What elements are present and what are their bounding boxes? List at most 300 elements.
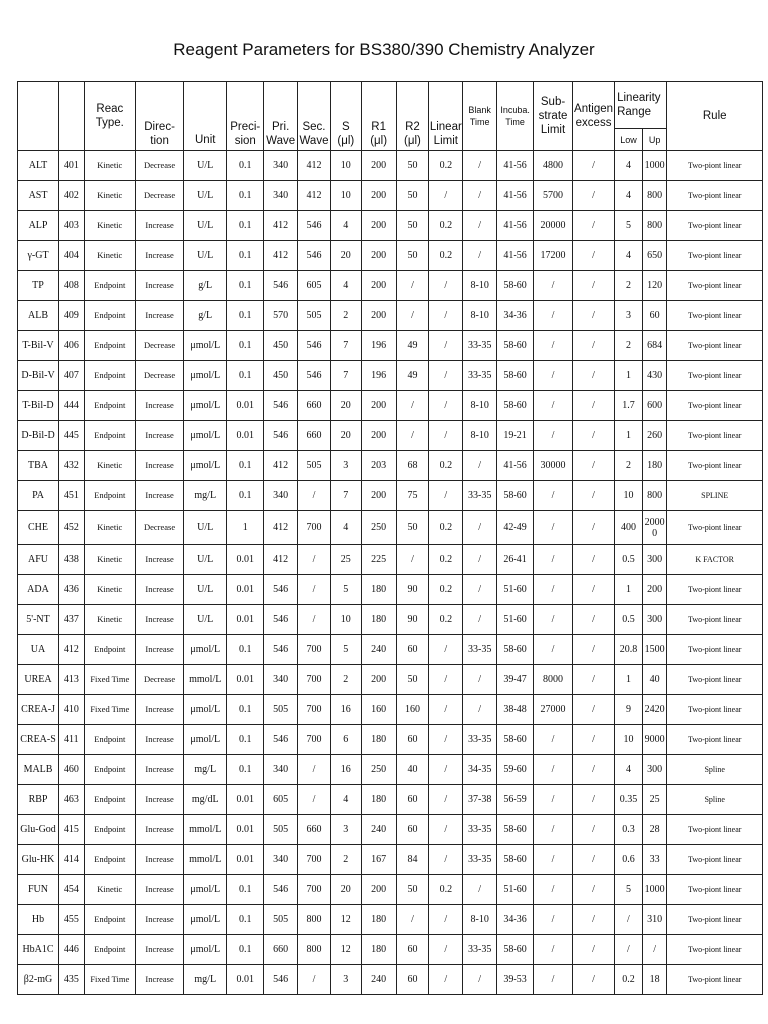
cell-incuba-time: 41-56 [497, 151, 534, 181]
header-r2: R2 (μl) [396, 82, 429, 151]
cell-substrate-limit: / [534, 545, 573, 575]
cell-blank-time: / [463, 545, 497, 575]
cell-name: CREA-S [18, 725, 59, 755]
cell-direction: Decrease [135, 331, 183, 361]
cell-linear-limit: / [429, 301, 463, 331]
cell-pri-wave: 546 [264, 875, 298, 905]
cell-code: 446 [59, 935, 85, 965]
cell-sec-wave: 800 [298, 905, 331, 935]
cell-blank-time: / [463, 575, 497, 605]
cell-linear-limit: 0.2 [429, 875, 463, 905]
cell-code: 402 [59, 181, 85, 211]
cell-reac-type: Kinetic [84, 575, 135, 605]
cell-r1: 180 [361, 785, 396, 815]
cell-antigen-excess: / [573, 665, 615, 695]
cell-precision: 0.1 [227, 241, 264, 271]
cell-linear-limit: 0.2 [429, 151, 463, 181]
cell-unit: U/L [184, 211, 227, 241]
cell-blank-time: 33-35 [463, 725, 497, 755]
cell-incuba-time: 58-60 [497, 271, 534, 301]
cell-code: 413 [59, 665, 85, 695]
cell-direction: Increase [135, 391, 183, 421]
header-name [18, 82, 59, 151]
cell-reac-type: Kinetic [84, 151, 135, 181]
cell-r1: 180 [361, 575, 396, 605]
cell-unit: U/L [184, 241, 227, 271]
cell-low: 1 [615, 361, 643, 391]
cell-pri-wave: 340 [264, 151, 298, 181]
cell-substrate-limit: 17200 [534, 241, 573, 271]
cell-reac-type: Endpoint [84, 271, 135, 301]
cell-rule: SPLINE [667, 481, 763, 511]
cell-name: Hb [18, 905, 59, 935]
cell-code: 436 [59, 575, 85, 605]
cell-pri-wave: 570 [264, 301, 298, 331]
cell-s: 3 [330, 965, 361, 995]
cell-blank-time: / [463, 511, 497, 545]
cell-direction: Decrease [135, 361, 183, 391]
cell-name: D-Bil-V [18, 361, 59, 391]
cell-r1: 196 [361, 361, 396, 391]
cell-antigen-excess: / [573, 451, 615, 481]
cell-linear-limit: 0.2 [429, 605, 463, 635]
cell-r1: 240 [361, 635, 396, 665]
cell-low: 2 [615, 451, 643, 481]
cell-blank-time: 8-10 [463, 301, 497, 331]
cell-rule: Two-piont linear [667, 665, 763, 695]
cell-incuba-time: 34-36 [497, 301, 534, 331]
cell-precision: 0.01 [227, 575, 264, 605]
cell-blank-time: / [463, 151, 497, 181]
cell-substrate-limit: / [534, 785, 573, 815]
cell-r2: 50 [396, 511, 429, 545]
table-row [18, 421, 763, 451]
cell-low: 0.5 [615, 605, 643, 635]
cell-s: 2 [330, 845, 361, 875]
cell-name: TBA [18, 451, 59, 481]
cell-incuba-time: 41-56 [497, 451, 534, 481]
cell-sec-wave: / [298, 785, 331, 815]
table-row [18, 545, 763, 575]
cell-low: 0.3 [615, 815, 643, 845]
cell-antigen-excess: / [573, 361, 615, 391]
cell-direction: Increase [135, 605, 183, 635]
cell-reac-type: Kinetic [84, 511, 135, 545]
cell-substrate-limit: / [534, 271, 573, 301]
table-row [18, 575, 763, 605]
cell-pri-wave: 450 [264, 331, 298, 361]
cell-precision: 0.1 [227, 755, 264, 785]
cell-r2: / [396, 271, 429, 301]
table-row [18, 875, 763, 905]
cell-linear-limit: / [429, 785, 463, 815]
cell-r1: 180 [361, 605, 396, 635]
cell-reac-type: Kinetic [84, 211, 135, 241]
cell-up: 800 [642, 181, 667, 211]
cell-low: 4 [615, 151, 643, 181]
cell-up: 300 [642, 605, 667, 635]
cell-name: FUN [18, 875, 59, 905]
cell-pri-wave: 660 [264, 935, 298, 965]
cell-pri-wave: 412 [264, 545, 298, 575]
cell-direction: Increase [135, 575, 183, 605]
cell-incuba-time: 51-60 [497, 875, 534, 905]
cell-s: 16 [330, 695, 361, 725]
table-row [18, 935, 763, 965]
cell-linear-limit: 0.2 [429, 545, 463, 575]
cell-antigen-excess: / [573, 391, 615, 421]
cell-reac-type: Endpoint [84, 481, 135, 511]
cell-incuba-time: 51-60 [497, 605, 534, 635]
cell-antigen-excess: / [573, 511, 615, 545]
cell-r2: / [396, 391, 429, 421]
cell-name: T-Bil-D [18, 391, 59, 421]
cell-pri-wave: 340 [264, 181, 298, 211]
cell-r1: 200 [361, 181, 396, 211]
table-row [18, 481, 763, 511]
cell-sec-wave: 412 [298, 151, 331, 181]
cell-up: 800 [642, 211, 667, 241]
cell-rule: Two-piont linear [667, 905, 763, 935]
cell-precision: 0.1 [227, 151, 264, 181]
cell-pri-wave: 340 [264, 481, 298, 511]
cell-substrate-limit: 4800 [534, 151, 573, 181]
cell-s: 2 [330, 665, 361, 695]
cell-direction: Increase [135, 271, 183, 301]
cell-code: 435 [59, 965, 85, 995]
cell-s: 12 [330, 935, 361, 965]
cell-pri-wave: 505 [264, 695, 298, 725]
cell-unit: U/L [184, 511, 227, 545]
cell-s: 20 [330, 421, 361, 451]
cell-rule: Two-piont linear [667, 575, 763, 605]
cell-precision: 0.1 [227, 181, 264, 211]
header-rule: Rule [667, 82, 763, 151]
cell-unit: U/L [184, 181, 227, 211]
cell-low: 4 [615, 755, 643, 785]
cell-code: 406 [59, 331, 85, 361]
cell-incuba-time: 39-47 [497, 665, 534, 695]
cell-r1: 250 [361, 511, 396, 545]
cell-antigen-excess: / [573, 421, 615, 451]
cell-antigen-excess: / [573, 301, 615, 331]
cell-pri-wave: 505 [264, 815, 298, 845]
cell-blank-time: 33-35 [463, 361, 497, 391]
cell-up: 1000 [642, 875, 667, 905]
cell-direction: Increase [135, 845, 183, 875]
cell-rule: Two-piont linear [667, 451, 763, 481]
cell-s: 2 [330, 301, 361, 331]
cell-name: HbA1C [18, 935, 59, 965]
cell-reac-type: Endpoint [84, 331, 135, 361]
cell-reac-type: Endpoint [84, 755, 135, 785]
cell-up: 1500 [642, 635, 667, 665]
cell-name: CREA-J [18, 695, 59, 725]
cell-code: 411 [59, 725, 85, 755]
cell-rule: Two-piont linear [667, 151, 763, 181]
cell-r1: 196 [361, 331, 396, 361]
cell-unit: μmol/L [184, 421, 227, 451]
cell-linear-limit: / [429, 695, 463, 725]
cell-linear-limit: 0.2 [429, 211, 463, 241]
cell-unit: μmol/L [184, 451, 227, 481]
cell-blank-time: / [463, 965, 497, 995]
cell-substrate-limit: / [534, 421, 573, 451]
cell-linear-limit: / [429, 935, 463, 965]
cell-antigen-excess: / [573, 545, 615, 575]
cell-substrate-limit: 30000 [534, 451, 573, 481]
cell-s: 12 [330, 905, 361, 935]
cell-direction: Increase [135, 965, 183, 995]
cell-low: 0.6 [615, 845, 643, 875]
cell-unit: U/L [184, 545, 227, 575]
header-low: Low [615, 129, 643, 151]
cell-up: 40 [642, 665, 667, 695]
cell-rule: Two-piont linear [667, 181, 763, 211]
cell-precision: 0.1 [227, 271, 264, 301]
cell-linear-limit: / [429, 755, 463, 785]
cell-up: 200 [642, 575, 667, 605]
cell-reac-type: Endpoint [84, 785, 135, 815]
cell-rule: Two-piont linear [667, 271, 763, 301]
cell-substrate-limit: / [534, 301, 573, 331]
cell-reac-type: Endpoint [84, 905, 135, 935]
cell-direction: Decrease [135, 511, 183, 545]
cell-substrate-limit: 27000 [534, 695, 573, 725]
cell-unit: μmol/L [184, 935, 227, 965]
cell-code: 438 [59, 545, 85, 575]
cell-pri-wave: 340 [264, 755, 298, 785]
cell-unit: mg/dL [184, 785, 227, 815]
cell-s: 7 [330, 331, 361, 361]
cell-r2: 68 [396, 451, 429, 481]
cell-r1: 200 [361, 421, 396, 451]
cell-linear-limit: / [429, 391, 463, 421]
cell-s: 3 [330, 451, 361, 481]
cell-blank-time: 33-35 [463, 331, 497, 361]
cell-low: 10 [615, 481, 643, 511]
cell-sec-wave: 605 [298, 271, 331, 301]
cell-sec-wave: 700 [298, 511, 331, 545]
cell-sec-wave: 412 [298, 181, 331, 211]
cell-linear-limit: 0.2 [429, 511, 463, 545]
cell-antigen-excess: / [573, 331, 615, 361]
cell-direction: Increase [135, 725, 183, 755]
cell-rule: Spline [667, 755, 763, 785]
cell-pri-wave: 412 [264, 241, 298, 271]
table-row [18, 725, 763, 755]
cell-antigen-excess: / [573, 815, 615, 845]
header-precision: Preci- sion [227, 82, 264, 151]
cell-name: Glu-HK [18, 845, 59, 875]
cell-precision: 0.1 [227, 331, 264, 361]
cell-low: 2 [615, 331, 643, 361]
cell-up: 60 [642, 301, 667, 331]
cell-sec-wave: / [298, 481, 331, 511]
cell-reac-type: Endpoint [84, 635, 135, 665]
cell-code: 451 [59, 481, 85, 511]
cell-antigen-excess: / [573, 725, 615, 755]
cell-antigen-excess: / [573, 935, 615, 965]
cell-r2: 75 [396, 481, 429, 511]
cell-blank-time: 34-35 [463, 755, 497, 785]
cell-reac-type: Endpoint [84, 725, 135, 755]
cell-sec-wave: 700 [298, 635, 331, 665]
cell-reac-type: Endpoint [84, 845, 135, 875]
cell-direction: Decrease [135, 181, 183, 211]
cell-unit: μmol/L [184, 391, 227, 421]
cell-r1: 180 [361, 905, 396, 935]
cell-sec-wave: 546 [298, 361, 331, 391]
cell-rule: K FACTOR [667, 545, 763, 575]
cell-precision: 0.1 [227, 211, 264, 241]
cell-blank-time: / [463, 605, 497, 635]
table-row [18, 331, 763, 361]
cell-reac-type: Endpoint [84, 421, 135, 451]
cell-substrate-limit: / [534, 815, 573, 845]
cell-blank-time: 8-10 [463, 905, 497, 935]
cell-r2: 50 [396, 181, 429, 211]
cell-blank-time: 33-35 [463, 635, 497, 665]
cell-name: ALP [18, 211, 59, 241]
cell-substrate-limit: / [534, 605, 573, 635]
cell-name: ALT [18, 151, 59, 181]
cell-precision: 0.1 [227, 635, 264, 665]
cell-r2: 40 [396, 755, 429, 785]
cell-blank-time: 33-35 [463, 845, 497, 875]
cell-s: 3 [330, 815, 361, 845]
cell-unit: μmol/L [184, 875, 227, 905]
cell-pri-wave: 546 [264, 391, 298, 421]
cell-direction: Increase [135, 241, 183, 271]
cell-up: 300 [642, 545, 667, 575]
cell-sec-wave: / [298, 545, 331, 575]
table-row [18, 785, 763, 815]
cell-precision: 0.01 [227, 815, 264, 845]
cell-sec-wave: 800 [298, 935, 331, 965]
cell-sec-wave: / [298, 605, 331, 635]
cell-r2: 50 [396, 875, 429, 905]
cell-sec-wave: 660 [298, 421, 331, 451]
cell-direction: Increase [135, 211, 183, 241]
cell-s: 10 [330, 605, 361, 635]
cell-linear-limit: / [429, 181, 463, 211]
cell-low: 1 [615, 665, 643, 695]
cell-r2: 60 [396, 785, 429, 815]
cell-substrate-limit: / [534, 905, 573, 935]
cell-substrate-limit: / [534, 511, 573, 545]
cell-pri-wave: 605 [264, 785, 298, 815]
cell-blank-time: 33-35 [463, 815, 497, 845]
cell-antigen-excess: / [573, 181, 615, 211]
cell-r2: 49 [396, 331, 429, 361]
cell-r2: 90 [396, 575, 429, 605]
cell-r1: 200 [361, 151, 396, 181]
table-row [18, 151, 763, 181]
cell-sec-wave: / [298, 755, 331, 785]
cell-direction: Increase [135, 421, 183, 451]
header-unit: Unit [184, 82, 227, 151]
cell-r1: 200 [361, 301, 396, 331]
cell-r1: 225 [361, 545, 396, 575]
cell-pri-wave: 546 [264, 965, 298, 995]
cell-unit: U/L [184, 575, 227, 605]
cell-low: 4 [615, 181, 643, 211]
cell-sec-wave: 660 [298, 391, 331, 421]
cell-name: PA [18, 481, 59, 511]
cell-unit: mmol/L [184, 665, 227, 695]
cell-s: 7 [330, 361, 361, 391]
cell-code: 403 [59, 211, 85, 241]
cell-s: 6 [330, 725, 361, 755]
cell-r1: 167 [361, 845, 396, 875]
cell-direction: Increase [135, 481, 183, 511]
cell-linear-limit: / [429, 845, 463, 875]
header-incuba-time: Incuba. Time [497, 82, 534, 151]
cell-up: 650 [642, 241, 667, 271]
cell-r2: / [396, 301, 429, 331]
cell-r2: / [396, 545, 429, 575]
header-reac-type: Reac Type. [84, 82, 135, 151]
cell-low: 3 [615, 301, 643, 331]
cell-substrate-limit: / [534, 725, 573, 755]
table-row [18, 815, 763, 845]
header-blank-time: Blank Time [463, 82, 497, 151]
cell-r2: 60 [396, 815, 429, 845]
cell-name: UA [18, 635, 59, 665]
cell-up: 33 [642, 845, 667, 875]
cell-s: 10 [330, 181, 361, 211]
cell-substrate-limit: / [534, 635, 573, 665]
cell-code: 437 [59, 605, 85, 635]
cell-r2: 60 [396, 635, 429, 665]
cell-low: 1.7 [615, 391, 643, 421]
cell-reac-type: Kinetic [84, 545, 135, 575]
cell-up: 1000 [642, 151, 667, 181]
cell-linear-limit: / [429, 815, 463, 845]
cell-code: 460 [59, 755, 85, 785]
cell-reac-type: Kinetic [84, 875, 135, 905]
cell-s: 25 [330, 545, 361, 575]
cell-code: 463 [59, 785, 85, 815]
cell-substrate-limit: 8000 [534, 665, 573, 695]
cell-r2: 50 [396, 151, 429, 181]
cell-unit: U/L [184, 605, 227, 635]
cell-s: 20 [330, 875, 361, 905]
cell-direction: Increase [135, 755, 183, 785]
table-row [18, 511, 763, 545]
cell-rule: Two-piont linear [667, 635, 763, 665]
cell-incuba-time: 58-60 [497, 481, 534, 511]
table-row [18, 181, 763, 211]
cell-low: 9 [615, 695, 643, 725]
table-row [18, 665, 763, 695]
cell-code: 412 [59, 635, 85, 665]
cell-blank-time: / [463, 875, 497, 905]
cell-blank-time: 33-35 [463, 935, 497, 965]
cell-r2: 90 [396, 605, 429, 635]
cell-substrate-limit: / [534, 481, 573, 511]
cell-up: 260 [642, 421, 667, 451]
cell-antigen-excess: / [573, 211, 615, 241]
cell-blank-time: 8-10 [463, 421, 497, 451]
cell-precision: 0.1 [227, 725, 264, 755]
cell-linear-limit: / [429, 965, 463, 995]
reagent-parameters-table [17, 81, 763, 995]
cell-unit: mmol/L [184, 845, 227, 875]
cell-name: Glu-God [18, 815, 59, 845]
cell-incuba-time: 34-36 [497, 905, 534, 935]
